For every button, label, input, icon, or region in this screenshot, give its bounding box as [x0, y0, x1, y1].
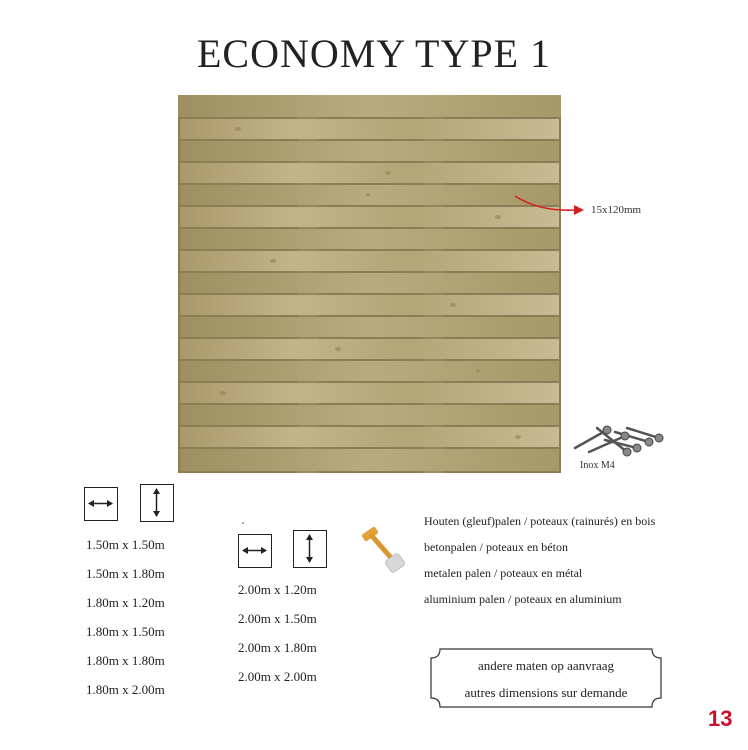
size-item: 1.80m x 1.20m — [86, 595, 165, 610]
size-item: 1.50m x 1.80m — [86, 566, 165, 581]
size-item: 2.00m x 1.50m — [238, 611, 317, 626]
size-list-left — [86, 537, 165, 711]
size-item: 2.00m x 1.80m — [238, 640, 317, 655]
size-item: 1.50m x 1.50m — [86, 537, 165, 552]
post-type-item: betonpalen / poteaux en béton — [424, 540, 568, 554]
screws-icon — [567, 418, 667, 460]
size-item: 1.80m x 1.50m — [86, 624, 165, 639]
post-type-item: aluminium palen / poteaux en aluminium — [424, 592, 622, 606]
size-item: 2.00m x 1.20m — [238, 582, 317, 597]
dimension-arrow-icon — [510, 190, 590, 220]
notice-text — [430, 652, 662, 706]
page-title: ECONOMY TYPE 1 — [196, 31, 552, 76]
notice-line-fr: autres dimensions sur demande — [464, 685, 628, 700]
height-arrow-icon — [140, 484, 174, 522]
post-type-item: Houten (gleuf)palen / poteaux (rainurés) en bois — [424, 514, 656, 528]
notice-line-nl: andere maten op aanvraag — [477, 658, 615, 673]
width-arrow-icon — [238, 534, 272, 568]
decorative-dot — [242, 522, 244, 524]
post-type-item: metalen palen / poteaux en métal — [424, 566, 583, 580]
size-item: 2.00m x 2.00m — [238, 669, 317, 684]
height-arrow-icon — [293, 530, 327, 568]
fence-panel-image — [178, 95, 561, 473]
post-types-list — [424, 514, 655, 618]
width-arrow-icon — [84, 487, 118, 521]
screws-label: Inox M4 — [580, 460, 615, 471]
size-item: 1.80m x 1.80m — [86, 653, 165, 668]
page-number: 13 — [708, 706, 733, 731]
size-item: 1.80m x 2.00m — [86, 682, 165, 697]
hammer-icon — [360, 524, 410, 574]
board-dimension-label: 15x120mm — [591, 204, 642, 216]
size-list-middle — [238, 582, 317, 698]
